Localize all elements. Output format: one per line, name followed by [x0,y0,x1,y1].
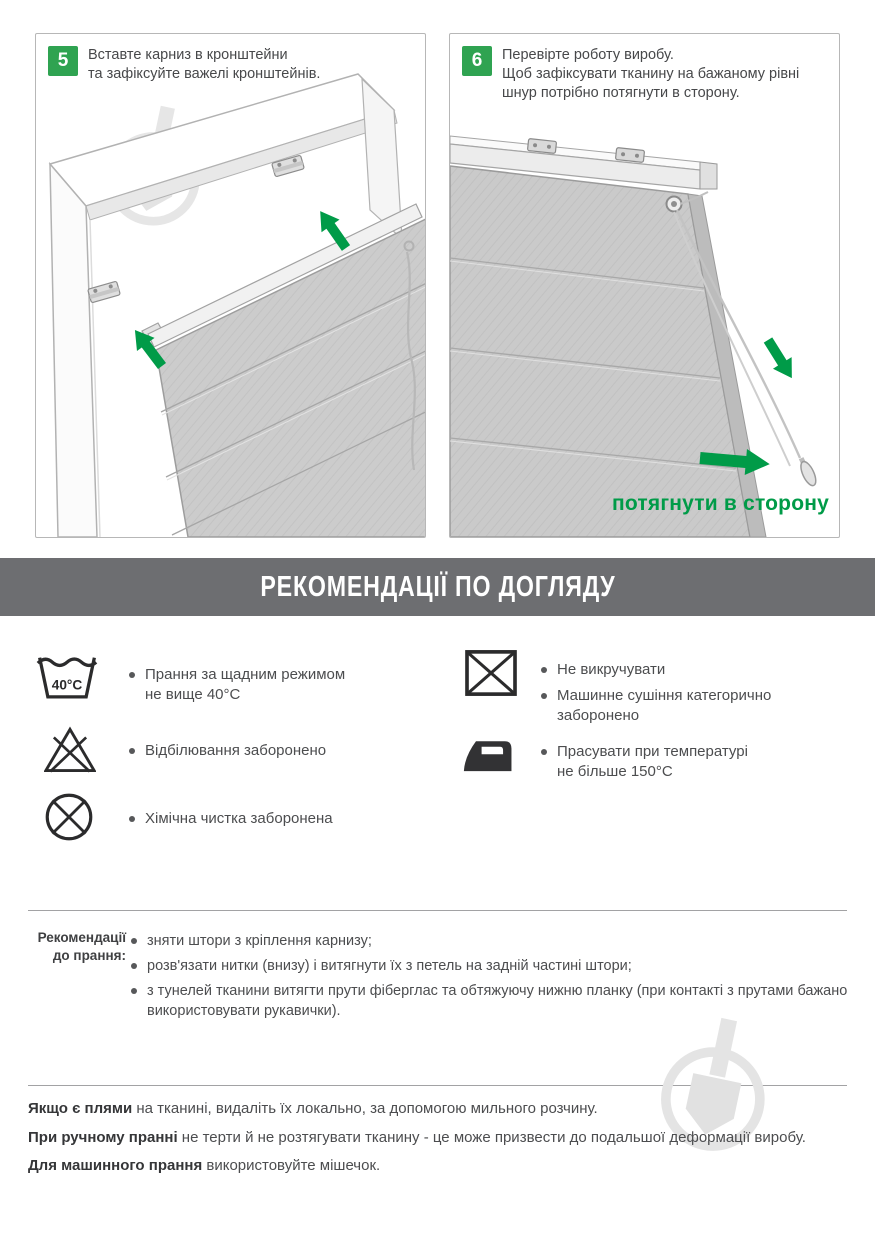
washing-item-text: з тунелей тканини витягти прути фіберглас та обтяжуючу нижню планку (при контакті з прутами бажано використовувати рукавички). [147,983,848,1019]
care-wash-line2: не вище 40°С [145,686,241,704]
no-bleach-icon [44,726,96,774]
care-bleach-line1: Відбілювання заборонено [145,742,327,759]
step5-line2: та зафіксуйте важелі кронштейнів. [88,65,321,82]
footer-note-lead: При ручному пранні [28,1129,178,1146]
care-iron-line2: не більше 150°С [557,763,673,781]
bullet-dot [541,749,547,755]
step6-line2: Щоб зафіксувати тканину на бажаному рівні [502,65,800,82]
step6-header [462,46,831,103]
footer-note-machinewash [28,1157,380,1174]
step5-header [48,46,417,84]
no-wring-icon [464,649,518,697]
brand-watermark-icon [642,1005,788,1172]
cord-grommet [667,197,682,212]
roman-blind-fabric [450,166,766,537]
washing-item [131,932,855,952]
step6-panel [449,33,840,538]
footer-note-stains [28,1100,598,1117]
care-tumble-line1: Машинне сушіння категорично [557,687,772,704]
care-item-iron [541,742,748,783]
bullet-dot [131,938,137,944]
care-tumble-line2: заборонено [557,707,640,725]
bracket [615,148,644,163]
care-banner-title: РЕКОМЕНДАЦІЇ ПО ДОГЛЯДУ [259,570,616,603]
care-item-dryclean [129,809,333,829]
wash-40-icon [36,649,98,701]
footer-note-rest: на тканині, видаліть їх локально, за допомогою мильного розчину. [132,1100,598,1117]
care-item-wring [541,660,665,680]
care-banner [0,558,875,616]
washing-item-text: розв'язати нитки (внизу) і витягнути їх з петель на задній частині штори; [147,958,632,974]
pull-direction-caption: потягнути в сторону [612,492,829,515]
svg-text:40°C: 40°C [51,677,83,693]
step-number-badge: 6 [462,46,492,76]
bullet-dot [131,963,137,969]
footer-note-rest: не терти й не розтягувати тканину - це може призвести до подальшої деформації виробу. [177,1129,806,1146]
footer-note-rest: використовуйте мішечок. [202,1157,381,1174]
step-instruction-text [88,46,320,84]
care-wring-line1: Не викручувати [557,661,666,678]
step6-line1: Перевірте роботу виробу. [502,47,674,63]
bullet-dot [129,816,135,822]
iron-150-icon [462,737,518,779]
step-instruction-text [502,46,799,103]
step-number-badge: 5 [48,46,78,76]
step6-illustration [450,34,839,537]
cord-tassel [796,456,819,488]
care-item-wash [129,665,345,706]
care-item-tumble [541,686,771,727]
footer-note-lead: Якщо є плями [28,1100,133,1117]
bracket [527,139,556,154]
washing-item [131,982,855,1021]
care-item-bleach [129,741,326,761]
step5-panel [35,33,426,538]
footer-note-lead: Для машинного прання [28,1157,203,1174]
step6-line3: шнур потрібно потягнути в сторону. [502,84,740,101]
washing-recommendations-label [26,929,126,964]
bullet-dot [541,693,547,699]
green-arrow-icon [759,334,802,384]
care-dryclean-line1: Хімічна чистка заборонена [145,810,333,827]
step5-illustration [36,34,425,537]
no-dry-clean-icon [44,792,94,842]
bullet-dot [541,667,547,673]
care-wash-line1: Прання за щадним режимом [145,666,346,683]
bullet-dot [129,748,135,754]
footer-note-handwash [28,1129,806,1146]
bullet-dot [129,672,135,678]
washing-label-line2: до прання: [52,947,126,963]
step5-line1: Вставте карниз в кронштейни [88,47,288,63]
care-iron-line1: Прасувати при температурі [557,743,748,760]
washing-item [131,957,855,977]
bullet-dot [131,988,137,994]
washing-item-text: зняти штори з кріплення карнизу; [147,933,372,949]
divider [28,910,847,911]
washing-label-line1: Рекомендації [37,930,126,945]
